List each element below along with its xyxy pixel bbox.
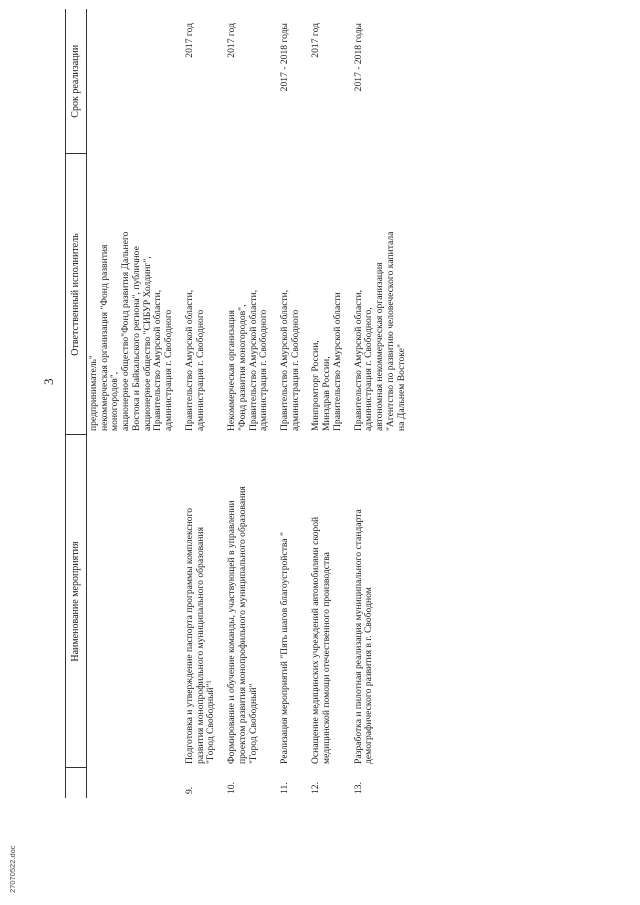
measure-name-line: "Город Свободный"¹	[205, 680, 217, 764]
measure-name	[185, 435, 227, 768]
page-number: 3	[41, 378, 56, 385]
document-code: 27070522.doc	[8, 845, 17, 893]
row-number: 11.	[279, 782, 291, 794]
measure-name-line: "Город Свободный"	[247, 683, 259, 764]
responsible-executor	[185, 154, 227, 435]
measure-name-line: Подготовка и утверждение паспорта программы комплексного	[183, 507, 195, 764]
implementation-term: 2017 - 2018 годы	[352, 23, 364, 92]
measure-name	[280, 435, 311, 768]
executor-line: Правительство Амурской области,	[183, 289, 195, 431]
table-row-continuation	[87, 9, 185, 798]
measures-table	[65, 9, 417, 798]
executor-line: Некоммерческая организация	[226, 310, 238, 431]
executor-line: на Дальнем Востоке"	[395, 344, 407, 431]
executor-line: Правительство Амурской области,	[352, 289, 364, 431]
row-number: 9.	[183, 786, 195, 794]
table-body	[87, 9, 418, 798]
measure-name	[227, 435, 280, 768]
header-executor: Ответственный исполнитель	[66, 154, 87, 435]
implementation-term: 2017 - 2018 годы	[279, 23, 291, 92]
executor-line: Минздрав России,	[321, 356, 333, 431]
responsible-executor	[311, 154, 353, 435]
measure-name-line: Реализация мероприятий "Пять шагов благоустройства "	[279, 532, 291, 764]
executor-line: Правительство Амурской области,	[152, 289, 164, 431]
responsible-executor	[280, 154, 311, 435]
implementation-term: 2017 год	[310, 23, 322, 58]
measure-name-line: медицинской помощи отечественного производства	[321, 552, 333, 764]
executor-line: Правительство Амурской области,	[247, 289, 259, 431]
executor-line: администрация г. Свободного,	[363, 307, 375, 431]
implementation-term: 2017 год	[226, 23, 238, 58]
executor-line: администрация г. Свободного	[194, 309, 206, 431]
executor-line: Правительство Амурской области,	[279, 289, 291, 431]
continuation-term	[87, 9, 185, 154]
executor-line: автономная некоммерческая организация	[374, 262, 386, 431]
responsible-executor	[354, 154, 418, 435]
executor-line: акционерное общество"Фонд развития Дальнего	[120, 231, 132, 431]
executor-line: некоммерческая организация "Фонд развития	[98, 244, 110, 431]
table-row	[280, 9, 311, 798]
table-row	[311, 9, 353, 798]
measure-name	[354, 435, 418, 768]
executor-line: акционерное общество "СИБУР Холдинг",	[141, 256, 153, 431]
measure-name-line: развития монопрофильного муниципального образования	[194, 527, 206, 764]
measure-name-line: Оснащение медицинских учреждений автомобилями скорой	[310, 516, 322, 764]
executor-line: предприниматель"	[88, 355, 99, 431]
measure-name-line: демографического развития в г. Свободном	[363, 587, 375, 764]
executor-line: моногородов",	[109, 371, 121, 431]
row-number: 12.	[310, 782, 322, 794]
executor-line: Минпромторг России,	[310, 340, 322, 431]
header-term: Срок реализации	[66, 9, 87, 154]
table-row	[227, 9, 280, 798]
header-name: Наименование мероприятия	[66, 435, 87, 768]
table-header-row	[66, 9, 87, 798]
executor-line: администрация г. Свободного	[163, 309, 175, 431]
measure-name-line: Формирование и обучение команды, участвующей в управлении	[226, 500, 238, 764]
table-row	[185, 9, 227, 798]
measure-name	[311, 435, 353, 768]
executor-line: Востока и Байкальского региона", публичное	[130, 246, 142, 431]
measure-name-line: Разработка и пилотная реализация муниципального стандарта	[352, 509, 364, 764]
executor-line: администрация г. Свободного	[289, 309, 301, 431]
executor-line: "Фонд развития моногородов",	[236, 304, 248, 431]
executor-line: администрация г. Свободного	[258, 309, 270, 431]
header-num-cell	[66, 768, 87, 798]
responsible-executor	[227, 154, 280, 435]
executor-line: Правительство Амурской области	[331, 292, 343, 431]
measure-name-line: проектом развития монопрофильного муниципального образования	[236, 486, 248, 764]
implementation-term: 2017 год	[183, 23, 195, 58]
table-row	[354, 9, 418, 798]
row-number: 13.	[352, 782, 364, 794]
executor-line: "Агентство по развитию человеческого капитала	[384, 231, 396, 431]
row-number: 10.	[226, 782, 238, 794]
continuation-executor	[87, 154, 185, 435]
